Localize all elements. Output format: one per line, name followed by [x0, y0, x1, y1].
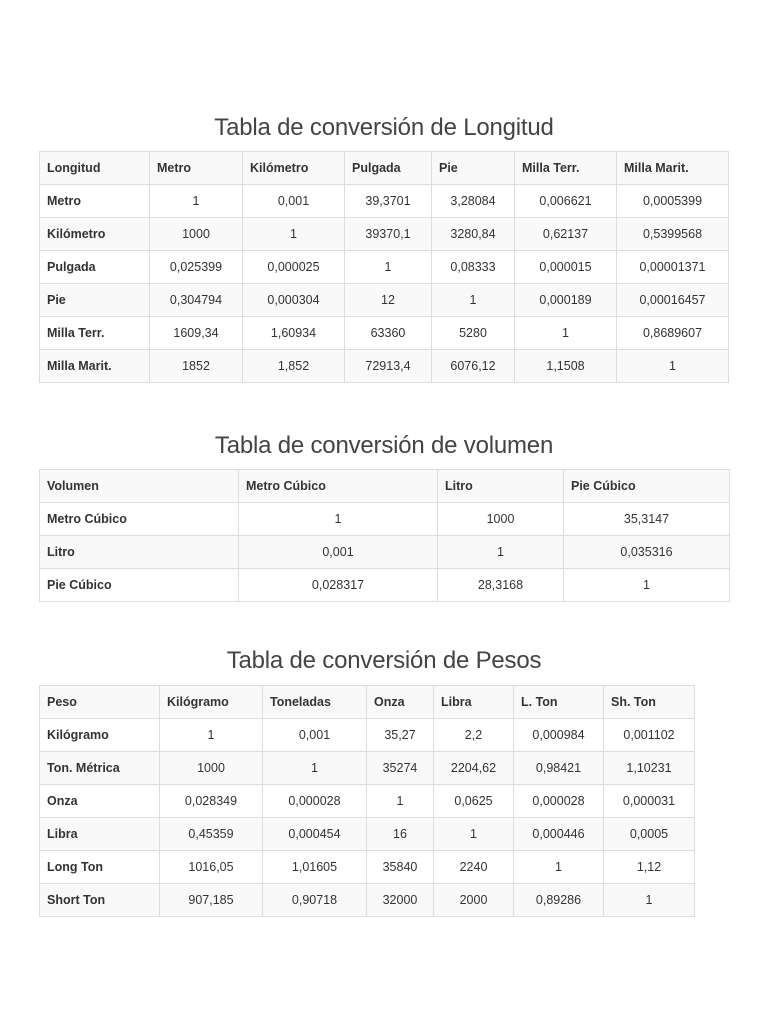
longitud-value-cell: 0,000015	[515, 251, 617, 284]
longitud-value-cell: 0,000025	[243, 251, 345, 284]
longitud-row-label: Milla Marit.	[40, 350, 150, 383]
pesos-value-cell: 0,98421	[514, 752, 604, 785]
table-row	[40, 752, 695, 785]
longitud-header-row	[40, 152, 729, 185]
longitud-value-cell: 0,304794	[150, 284, 243, 317]
volumen-header-row	[40, 470, 730, 503]
volumen-value-cell: 1	[564, 569, 730, 602]
longitud-value-cell: 1	[432, 284, 515, 317]
longitud-value-cell: 3280,84	[432, 218, 515, 251]
pesos-value-cell: 0,90718	[263, 884, 367, 917]
pesos-value-cell: 0,028349	[160, 785, 263, 818]
volumen-value-cell: 1	[438, 536, 564, 569]
pesos-header-cell: Peso	[40, 686, 160, 719]
longitud-header-cell: Pulgada	[345, 152, 432, 185]
pesos-value-cell: 35840	[367, 851, 434, 884]
pesos-row-label: Libra	[40, 818, 160, 851]
pesos-value-cell: 1000	[160, 752, 263, 785]
volumen-value-cell: 1000	[438, 503, 564, 536]
longitud-value-cell: 0,62137	[515, 218, 617, 251]
longitud-header-cell: Kilómetro	[243, 152, 345, 185]
pesos-table	[39, 685, 695, 917]
longitud-value-cell: 63360	[345, 317, 432, 350]
pesos-value-cell: 0,000028	[514, 785, 604, 818]
volumen-header-cell: Pie Cúbico	[564, 470, 730, 503]
pesos-value-cell: 0,001102	[604, 719, 695, 752]
pesos-value-cell: 1016,05	[160, 851, 263, 884]
longitud-value-cell: 0,8689607	[617, 317, 729, 350]
longitud-value-cell: 1,60934	[243, 317, 345, 350]
table-row	[40, 569, 730, 602]
volumen-header-cell: Metro Cúbico	[239, 470, 438, 503]
longitud-value-cell: 1,1508	[515, 350, 617, 383]
pesos-value-cell: 1,01605	[263, 851, 367, 884]
pesos-value-cell: 1	[367, 785, 434, 818]
pesos-value-cell: 907,185	[160, 884, 263, 917]
longitud-value-cell: 6076,12	[432, 350, 515, 383]
longitud-value-cell: 0,000304	[243, 284, 345, 317]
table-row	[40, 851, 695, 884]
pesos-header-cell: Onza	[367, 686, 434, 719]
volumen-value-cell: 28,3168	[438, 569, 564, 602]
table-row	[40, 317, 729, 350]
longitud-value-cell: 0,00016457	[617, 284, 729, 317]
longitud-header-cell: Longitud	[40, 152, 150, 185]
longitud-value-cell: 1	[150, 185, 243, 218]
pesos-value-cell: 0,000454	[263, 818, 367, 851]
longitud-table	[39, 151, 729, 383]
longitud-value-cell: 1	[617, 350, 729, 383]
longitud-value-cell: 0,5399568	[617, 218, 729, 251]
longitud-value-cell: 39370,1	[345, 218, 432, 251]
longitud-value-cell: 1,852	[243, 350, 345, 383]
table-row	[40, 284, 729, 317]
longitud-row-label: Kilómetro	[40, 218, 150, 251]
longitud-value-cell: 0,000189	[515, 284, 617, 317]
pesos-value-cell: 1	[514, 851, 604, 884]
volumen-table	[39, 469, 730, 602]
volumen-value-cell: 0,001	[239, 536, 438, 569]
pesos-header-cell: Kilógramo	[160, 686, 263, 719]
volumen-row-label: Pie Cúbico	[40, 569, 239, 602]
pesos-value-cell: 2,2	[434, 719, 514, 752]
table-row	[40, 785, 695, 818]
table-row	[40, 884, 695, 917]
table-row	[40, 218, 729, 251]
table-row	[40, 503, 730, 536]
pesos-row-label: Ton. Métrica	[40, 752, 160, 785]
volumen-value-cell: 35,3147	[564, 503, 730, 536]
table-row	[40, 719, 695, 752]
pesos-value-cell: 35274	[367, 752, 434, 785]
pesos-value-cell: 0,000031	[604, 785, 695, 818]
volumen-header-cell: Litro	[438, 470, 564, 503]
longitud-value-cell: 1852	[150, 350, 243, 383]
pesos-value-cell: 1	[160, 719, 263, 752]
longitud-header-cell: Pie	[432, 152, 515, 185]
pesos-header-cell: Sh. Ton	[604, 686, 695, 719]
pesos-value-cell: 0,0625	[434, 785, 514, 818]
longitud-header-cell: Milla Terr.	[515, 152, 617, 185]
longitud-value-cell: 39,3701	[345, 185, 432, 218]
pesos-value-cell: 2000	[434, 884, 514, 917]
pesos-header-cell: Libra	[434, 686, 514, 719]
longitud-value-cell: 12	[345, 284, 432, 317]
pesos-value-cell: 1	[604, 884, 695, 917]
table-row	[40, 350, 729, 383]
volumen-row-label: Metro Cúbico	[40, 503, 239, 536]
pesos-value-cell: 0,89286	[514, 884, 604, 917]
longitud-value-cell: 0,025399	[150, 251, 243, 284]
longitud-row-label: Milla Terr.	[40, 317, 150, 350]
pesos-header-row	[40, 686, 695, 719]
volumen-row-label: Litro	[40, 536, 239, 569]
pesos-row-label: Short Ton	[40, 884, 160, 917]
volumen-title: Tabla de conversión de volumen	[214, 432, 554, 459]
volumen-header-cell: Volumen	[40, 470, 239, 503]
pesos-value-cell: 0,000984	[514, 719, 604, 752]
volumen-value-cell: 1	[239, 503, 438, 536]
pesos-value-cell: 2204,62	[434, 752, 514, 785]
longitud-header-cell: Metro	[150, 152, 243, 185]
longitud-value-cell: 0,0005399	[617, 185, 729, 218]
longitud-title: Tabla de conversión de Longitud	[214, 114, 554, 141]
longitud-value-cell: 3,28084	[432, 185, 515, 218]
volumen-value-cell: 0,028317	[239, 569, 438, 602]
pesos-header-cell: L. Ton	[514, 686, 604, 719]
pesos-value-cell: 0,000028	[263, 785, 367, 818]
longitud-value-cell: 1	[345, 251, 432, 284]
pesos-value-cell: 1,12	[604, 851, 695, 884]
pesos-value-cell: 0,45359	[160, 818, 263, 851]
longitud-value-cell: 1	[243, 218, 345, 251]
pesos-value-cell: 0,0005	[604, 818, 695, 851]
pesos-row-label: Kilógramo	[40, 719, 160, 752]
table-row	[40, 185, 729, 218]
longitud-row-label: Pie	[40, 284, 150, 317]
pesos-value-cell: 1,10231	[604, 752, 695, 785]
longitud-value-cell: 0,006621	[515, 185, 617, 218]
pesos-value-cell: 1	[263, 752, 367, 785]
pesos-row-label: Onza	[40, 785, 160, 818]
pesos-value-cell: 1	[434, 818, 514, 851]
longitud-row-label: Pulgada	[40, 251, 150, 284]
longitud-value-cell: 1	[515, 317, 617, 350]
longitud-value-cell: 1000	[150, 218, 243, 251]
longitud-row-label: Metro	[40, 185, 150, 218]
longitud-value-cell: 1609,34	[150, 317, 243, 350]
pesos-value-cell: 35,27	[367, 719, 434, 752]
pesos-value-cell: 32000	[367, 884, 434, 917]
pesos-header-cell: Toneladas	[263, 686, 367, 719]
pesos-row-label: Long Ton	[40, 851, 160, 884]
longitud-value-cell: 5280	[432, 317, 515, 350]
longitud-value-cell: 72913,4	[345, 350, 432, 383]
longitud-header-cell: Milla Marit.	[617, 152, 729, 185]
pesos-value-cell: 2240	[434, 851, 514, 884]
pesos-title: Tabla de conversión de Pesos	[226, 647, 542, 674]
pesos-value-cell: 0,000446	[514, 818, 604, 851]
pesos-value-cell: 16	[367, 818, 434, 851]
table-row	[40, 818, 695, 851]
longitud-value-cell: 0,08333	[432, 251, 515, 284]
table-row	[40, 251, 729, 284]
longitud-value-cell: 0,00001371	[617, 251, 729, 284]
volumen-value-cell: 0,035316	[564, 536, 730, 569]
longitud-value-cell: 0,001	[243, 185, 345, 218]
pesos-value-cell: 0,001	[263, 719, 367, 752]
table-row	[40, 536, 730, 569]
